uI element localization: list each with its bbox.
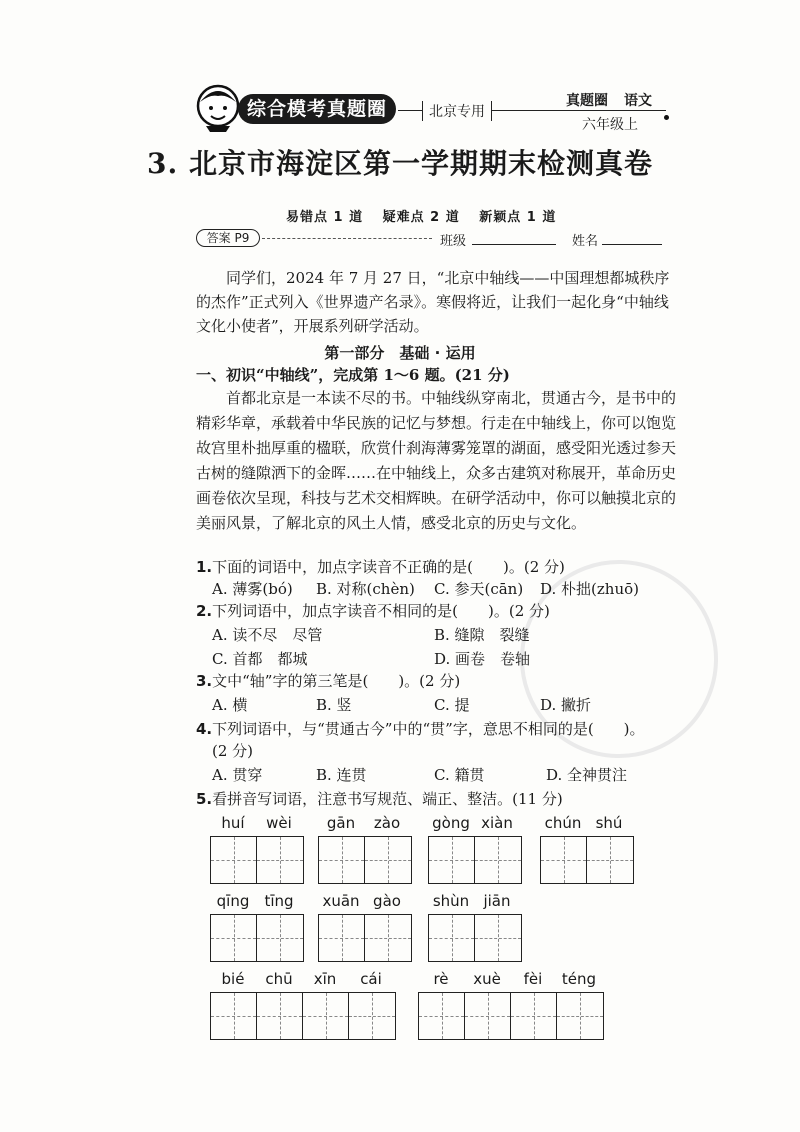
q2-option-b[interactable]: B. 缝隙 裂缝 — [434, 626, 530, 644]
header-dot — [664, 115, 669, 120]
q1-option-a[interactable]: A. 薄雾(bó) — [212, 580, 293, 598]
writing-grid[interactable]: qīng tīng — [210, 892, 304, 962]
writing-grid[interactable]: rè xuè fèi téng — [418, 970, 604, 1040]
reading-passage: 首都北京是一本读不尽的书。中轴线纵穿南北，贯通古今，是书中的精彩华章，承载着中华民族的记忆与梦想。行走在中轴线上，你可以饱览故宫里朴拙厚重的楹联，欣赏什刹海薄雾笼罩的湖面，感受阳光透过参天古树的缝隙洒下的金晖……在中轴线上，众多古建筑对称展开，革命历史画卷依次呈现，科技与艺术交相辉映。在研学活动中，你可以触摸北京的美丽风景，了解北京的风土人情，感受北京的历史与文化。 — [196, 389, 677, 532]
series-badge: 综合模考真题圈 — [238, 94, 396, 124]
writing-grid[interactable]: bié chū xīn cái — [210, 970, 396, 1040]
answer-reference: 答案 P9 — [196, 229, 260, 247]
class-label: 班级 — [440, 234, 467, 249]
cartoon-mascot-icon — [196, 84, 240, 132]
q1-option-d[interactable]: D. 朴拙(zhuō) — [540, 580, 639, 598]
region-label: 北京专用 — [422, 101, 492, 121]
name-label: 姓名 — [572, 234, 599, 249]
class-field[interactable] — [472, 244, 556, 245]
q3-option-d[interactable]: D. 撇折 — [540, 696, 592, 714]
q3-option-c[interactable]: C. 提 — [434, 696, 470, 714]
stat-item: 疑难点 2 道 — [382, 210, 460, 225]
intro-paragraph: 同学们，2024 年 7 月 27 日，“北京中轴线——中国理想都城秩序的杰作”正式列入《世界遗产名录》。寒假将近，让我们一起化身“中轴线文化小使者”，开展系列研学活动。 — [196, 269, 670, 335]
dashed-rule — [262, 238, 432, 239]
q2-option-a[interactable]: A. 读不尽 尽管 — [212, 626, 323, 644]
question-3: 3.文中“轴”字的第三笔是( )。(2 分) — [196, 672, 461, 690]
grade-label: 六年级上 — [582, 117, 638, 133]
writing-grid[interactable]: huí wèi — [210, 814, 304, 884]
q4-option-d[interactable]: D. 全神贯注 — [546, 766, 628, 784]
name-field[interactable] — [602, 244, 662, 245]
part-title: 第一部分 基础 · 运用 — [324, 344, 476, 362]
q1-option-c[interactable]: C. 参天(cān) — [434, 580, 524, 598]
question-4: 4.下列词语中，与“贯通古今”中的“贯”字，意思不相同的是( )。 — [196, 720, 645, 738]
section-heading: 一、初识“中轴线”，完成第 1～6 题。(21 分) — [196, 366, 510, 384]
difficulty-stats — [286, 206, 570, 225]
q1-option-b[interactable]: B. 对称(chèn) — [316, 580, 415, 598]
writing-grid[interactable]: shùn jiān — [428, 892, 522, 962]
q4-option-c[interactable]: C. 籍贯 — [434, 766, 485, 784]
writing-grid[interactable]: gòng xiàn — [428, 814, 522, 884]
writing-grid[interactable]: chún shú — [540, 814, 634, 884]
q2-option-c[interactable]: C. 首都 都城 — [212, 650, 308, 668]
subject-label: 语文 — [624, 93, 652, 109]
q2-option-d[interactable]: D. 画卷 卷轴 — [434, 650, 531, 668]
q4-option-b[interactable]: B. 连贯 — [316, 766, 367, 784]
question-5: 5.看拼音写词语，注意书写规范、端正、整洁。(11 分) — [196, 790, 563, 808]
stat-item: 新颖点 1 道 — [479, 210, 557, 225]
page-title: 3. 北京市海淀区第一学期期末检测真卷 — [147, 147, 653, 180]
writing-grid[interactable]: gān zào — [318, 814, 412, 884]
stat-item: 易错点 1 道 — [286, 210, 364, 225]
question-1: 1.下面的词语中，加点字读音不正确的是( )。(2 分) — [196, 558, 565, 576]
brand-label: 真题圈 — [566, 93, 608, 109]
q4-option-a[interactable]: A. 贯穿 — [212, 766, 263, 784]
q3-option-b[interactable]: B. 竖 — [316, 696, 352, 714]
writing-grid[interactable]: xuān gào — [318, 892, 412, 962]
q3-option-a[interactable]: A. 横 — [212, 696, 248, 714]
question-2: 2.下列词语中，加点字读音不相同的是( )。(2 分) — [196, 602, 550, 620]
question-4-score: (2 分) — [212, 742, 254, 760]
